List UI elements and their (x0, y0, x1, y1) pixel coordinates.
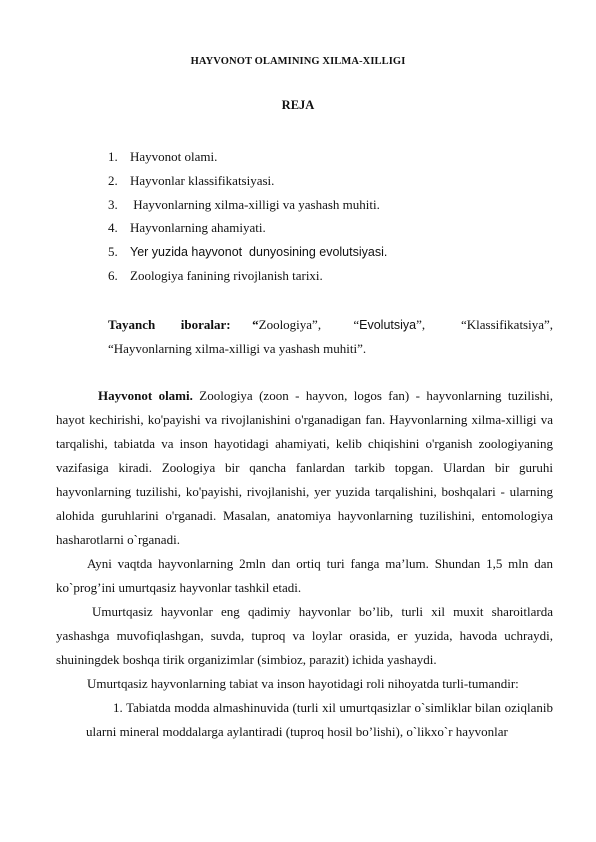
plan-item-number: 6. (108, 267, 118, 283)
page-title: HAYVONOT OLAMINING XILMA-XILLIGI (190, 56, 406, 67)
plan-item-text: Hayvonlar klassifikatsiyasi. (130, 172, 275, 188)
plan-item-number: 2. (108, 172, 118, 188)
plan-item-text: Hayvonlarning xilma-xilligi va yashash muhiti. (130, 196, 380, 212)
plan-item-number: 1. (108, 149, 118, 164)
plan-item (108, 145, 387, 169)
numbered-paragraph (56, 696, 553, 744)
paragraph: Ayni vaqtda hayvonlarning 2mln dan ortiq turi fanga ma’lum. Shundan 1,5 mln dan ko`prog’ini umurtqasiz hayvonlar tashkil etadi. (56, 556, 553, 595)
key-term-end: ”, (416, 317, 426, 332)
plan-item (108, 193, 387, 217)
plan-item (108, 169, 387, 193)
paragraph-text: 1. Tabiatda modda almashinuvida (turli xil umurtqasizlar o`simliklar bilan oziqlanib ularni mineral moddalarga aylantiradi (tuproq hosil bo’lishi), o`likxo`r hayvonlar (86, 700, 553, 739)
plan-item-text: Hayvonot olami. (130, 149, 218, 164)
key-term-quote: “ (252, 317, 259, 332)
key-terms-label: Tayanch iboralar: (108, 317, 231, 332)
key-term: Zoologiya”, (258, 317, 322, 332)
plan-item (108, 216, 387, 240)
key-term-quote: “ (353, 317, 360, 332)
plan-item (108, 264, 387, 288)
paragraph: Umurtqasiz hayvonlar eng qadimiy hayvonlar bo’lib, turli xil muxit sharoitlarda yashashga muvofiqlashgan, suvda, tuproq va loylar orasida, er yuzida, havoda uchraydi, shuiningdek boshqa tirik organizimlar (simbioz, parazit) ichida yashaydi. (56, 604, 553, 667)
paragraph: Umurtqasiz hayvonlarning tabiat va inson hayotidagi roli nihoyatda turli-tumandir: (87, 676, 519, 691)
paragraph-lead: Hayvonot olami. (98, 388, 193, 403)
key-term: “Klassifikatsiya”, (460, 317, 554, 332)
plan-item-text: Yer yuzida hayvonot dunyosining evolutsiyasi. (130, 245, 388, 260)
key-term: Evolutsiya (359, 318, 417, 332)
plan-item (108, 240, 387, 264)
plan-item-number: 4. (108, 220, 118, 236)
key-terms (108, 313, 553, 361)
body-text (56, 384, 553, 744)
plan-item-text: Zoologiya fanining rivojlanish tarixi. (130, 267, 323, 283)
plan-item-text: Hayvonlarning ahamiyati. (130, 220, 266, 236)
paragraph (56, 384, 553, 552)
plan-item-number: 5. (108, 244, 118, 260)
plan-heading: REJA (281, 98, 315, 112)
plan-item-number: 3. (108, 196, 118, 212)
plan-list (108, 145, 387, 288)
paragraph-text: Zoologiya (zoon - hayvon, logos fan) - hayvonlarning tuzilishi, hayot kechirishi, ko'payishi va rivojlanishini o'rganadigan fan. Hayvonlarning xilma-xilligi va tarqalishi, tabiatda va inson hayotidagi ahamiyati, kelib chiqishini o'rganish zoologiyaning vazifasiga kiradi. Zoologiya bir qancha fanlardan tarkib topgan. Ulardan bir guruhi hayvonlarning tuzilishi, ko'payishi, rivojlanishi, yer yuzida tarqalishini, boshqalari - ularning alohida guruhlarini o'rganadi. Masalan, anatomiya hayvonlarning tuzilishini, entomologiya hasharotlarni o`rganadi. (56, 388, 553, 547)
key-term: “Hayvonlarning xilma-xilligi va yashash muhiti”. (108, 341, 367, 356)
